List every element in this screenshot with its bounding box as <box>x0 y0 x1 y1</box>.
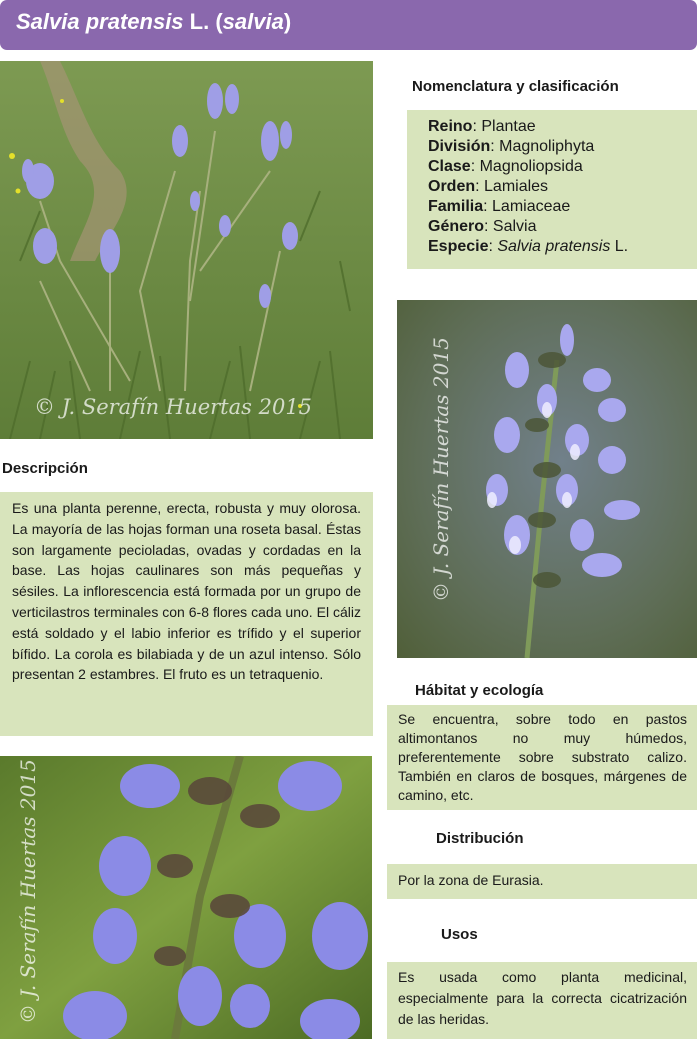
photo-plant-meadow <box>0 61 373 439</box>
nomenclature-heading: Nomenclatura y clasificación <box>412 78 619 95</box>
habitat-box: Se encuentra, sobre todo en pastos altimontanos no muy húmedos, preferentemente sobre substrato calizo. También en claros de bosques, márgenes de camino, etc. <box>387 705 697 810</box>
nomenclature-row: Género: Salvia <box>428 218 537 235</box>
description-box: Es una planta perenne, erecta, robusta y muy olorosa. La mayoría de las hojas forman una roseta basal. Éstas son largamente pecioladas, ovadas y cordadas en la base. Las hojas caulinares son más pequeñas y sésiles. La inflorescencia está formada por un grupo de verticilastros terminales con 6-8 flores cada uno. El cáliz está soldado y el labio inferior es trífido y el superior bífido. La corola es bilabiada y de un azul intenso. Sólo presentan 2 estambres. El fruto es un tetraquenio. <box>0 492 373 736</box>
description-heading: Descripción <box>2 460 88 477</box>
distribution-box: Por la zona de Eurasia. <box>387 864 697 899</box>
nomenclature-box <box>407 110 697 269</box>
nomenclature-row: Clase: Magnoliopsida <box>428 158 583 175</box>
uses-box: Es usada como planta medicinal, especialmente para la correcta cicatrización de las heridas. <box>387 962 697 1039</box>
photo-flower-macro <box>0 756 372 1039</box>
page-title: Salvia pratensis L. (salvia) <box>16 9 292 34</box>
nomenclature-row-species: Especie: Salvia pratensis L. <box>428 238 629 255</box>
nomenclature-row: Familia: Lamiaceae <box>428 198 571 215</box>
nomenclature-row: Reino: Plantae <box>428 118 536 135</box>
photo-watermark: © J. Serafín Huertas 2015 <box>34 395 313 419</box>
photo-watermark: © J. Serafín Huertas 2015 <box>429 337 453 602</box>
distribution-heading: Distribución <box>436 830 524 847</box>
title-bar <box>0 0 697 50</box>
habitat-heading: Hábitat y ecología <box>415 682 544 699</box>
photo-inflorescence <box>397 300 697 658</box>
nomenclature-row: Orden: Lamiales <box>428 178 549 195</box>
uses-heading: Usos <box>441 926 478 943</box>
nomenclature-row: División: Magnoliphyta <box>428 138 595 155</box>
photo-watermark: © J. Serafín Huertas 2015 <box>16 759 40 1024</box>
